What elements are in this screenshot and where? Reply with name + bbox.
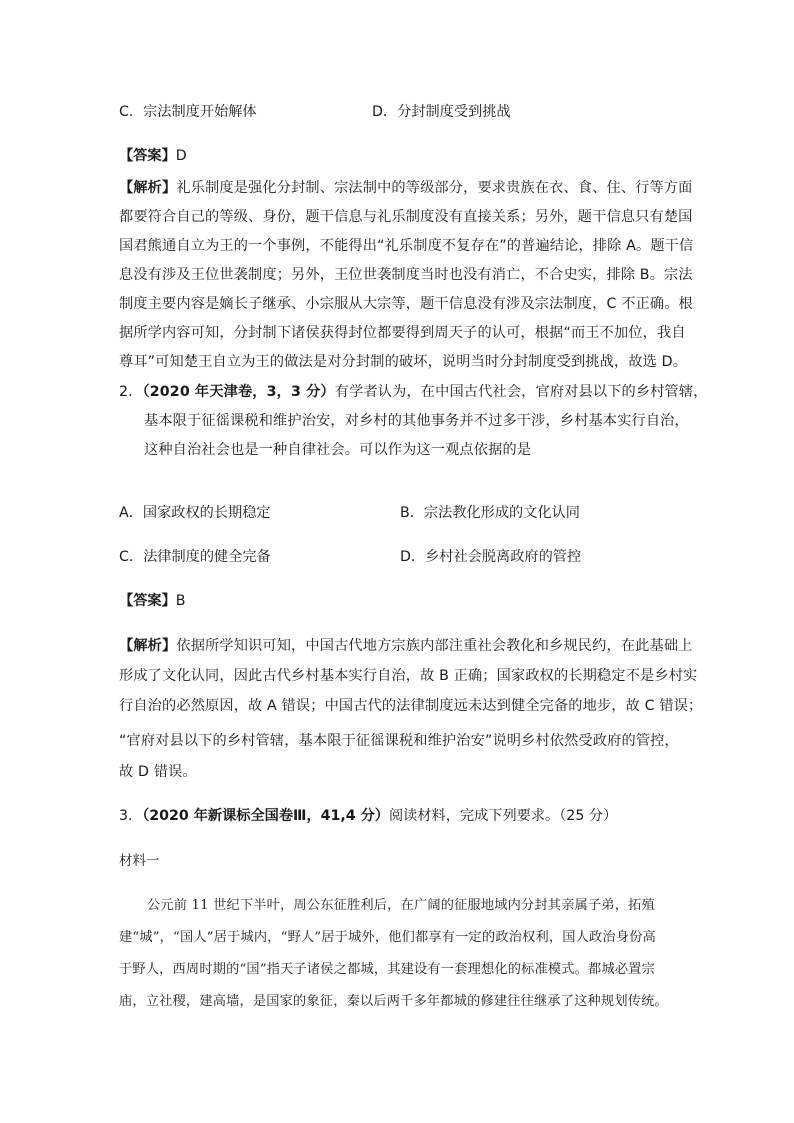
answer-label: 【答案】 (119, 148, 176, 164)
material-line: 于野人，西周时期的“国”指天子诸侯之都城，其建设有一套理想化的标准模式。都城必置宗 (119, 962, 655, 977)
q1-analysis-line: 都要符合自己的等级、身份，题干信息与礼乐制度没有直接关系；另外，题干信息只有楚国 (119, 209, 693, 225)
q1-analysis-line: 制度主要内容是嫡长子继承、小宗服从大宗等，题干信息没有涉及宗法制度，C 不正确。根 (119, 296, 693, 312)
q1-analysis-line: 尊耳”可知楚王自立为王的做法是对分封制的破坏，说明当时分封制度受到挑战，故选 D。 (119, 354, 688, 370)
analysis-text: 礼乐制度是强化分封制、宗法制中的等级部分，要求贵族在衣、食、住、行等方面 (176, 180, 693, 196)
q1-option-c: C．宗法制度开始解体 (119, 104, 257, 120)
q2-stem-line: 基本限于征徭课税和维护治安，对乡村的其他事务并不过多干涉，乡村基本实行自治， (144, 413, 689, 429)
answer-label: 【答案】 (119, 593, 176, 609)
question-number: 2． (119, 384, 143, 400)
q2-stem-line: 这种自治社会也是一种自律社会。可以作为这一观点依据的是 (144, 442, 532, 458)
material-line: 建“城”，“国人”居于城内，“野人”居于城外，他们都享有一定的政治权利，国人政治身份高 (119, 930, 656, 945)
question-number: 3． (119, 808, 143, 824)
q2-option-a: A．国家政权的长期稳定 (119, 505, 271, 521)
q1-option-d: D．分封制度受到挑战 (372, 104, 511, 120)
q2-stem-line (119, 382, 708, 402)
q1-analysis-line: 息没有涉及王位世袭制度；另外，王位世袭制度当时也没有消亡，不合史实，排除 B。宗法 (119, 267, 693, 283)
analysis-text: 依据所学知识可知，中国古代地方宗族内部注重社会教化和乡规民约，在此基础上 (176, 638, 693, 654)
q2-analysis-line: “官府对县以下的乡村管辖，基本限于征徭课税和维护治安”说明乡村依然受政府的管控， (119, 733, 679, 749)
question-stem: 阅读材料，完成下列要求。（25 分） (388, 808, 618, 824)
q2-option-b: B．宗法教化形成的文化认同 (400, 505, 580, 521)
q2-analysis-line: 故 D 错误。 (119, 764, 197, 780)
answer-value: D (175, 148, 187, 164)
q2-answer (119, 591, 186, 611)
q2-analysis-line (119, 636, 693, 656)
q3-stem-line (119, 806, 617, 826)
q1-answer (119, 146, 187, 166)
q2-analysis-line: 形成了文化认同，因此古代乡村基本实行自治，故 B 正确；国家政权的长期稳定不是乡村实 (119, 668, 698, 684)
material-line: 庙，立社稷，建高墙，是国家的象征，秦以后两千多年都城的修建往往继承了这种规划传统。 (119, 994, 668, 1009)
material-title: 材料一 (119, 853, 160, 869)
question-source: （2020 年新课标全国卷Ⅲ，41,4 分） (142, 808, 389, 824)
q2-option-d: D．乡村社会脱离政府的管控 (400, 549, 582, 565)
analysis-label: 【解析】 (119, 638, 177, 654)
material-line: 公元前 11 世纪下半叶，周公东征胜利后，在广阔的征服地域内分封其亲属子弟，拓殖 (147, 898, 655, 913)
question-stem: 有学者认为，在中国古代社会，官府对县以下的乡村管辖， (334, 384, 708, 400)
question-source: （2020 年天津卷，3，3 分） (142, 384, 335, 400)
q1-analysis-line: 据所学内容可知，分封制下诸侯获得封位都要得到周天子的认可，根据“而王不加位，我自 (119, 325, 686, 341)
q1-analysis-line (119, 178, 693, 198)
q2-analysis-line: 行自治的必然原因，故 A 错误；中国古代的法律制度远未达到健全完备的地步，故 C 错误； (119, 698, 703, 714)
answer-value: B (175, 593, 186, 609)
q1-analysis-line: 国君熊通自立为王的一个事例，不能得出“礼乐制度不复存在”的普遍结论，排除 A。题干信 (119, 238, 694, 254)
q2-option-c: C．法律制度的健全完备 (119, 549, 271, 565)
analysis-label: 【解析】 (119, 180, 177, 196)
